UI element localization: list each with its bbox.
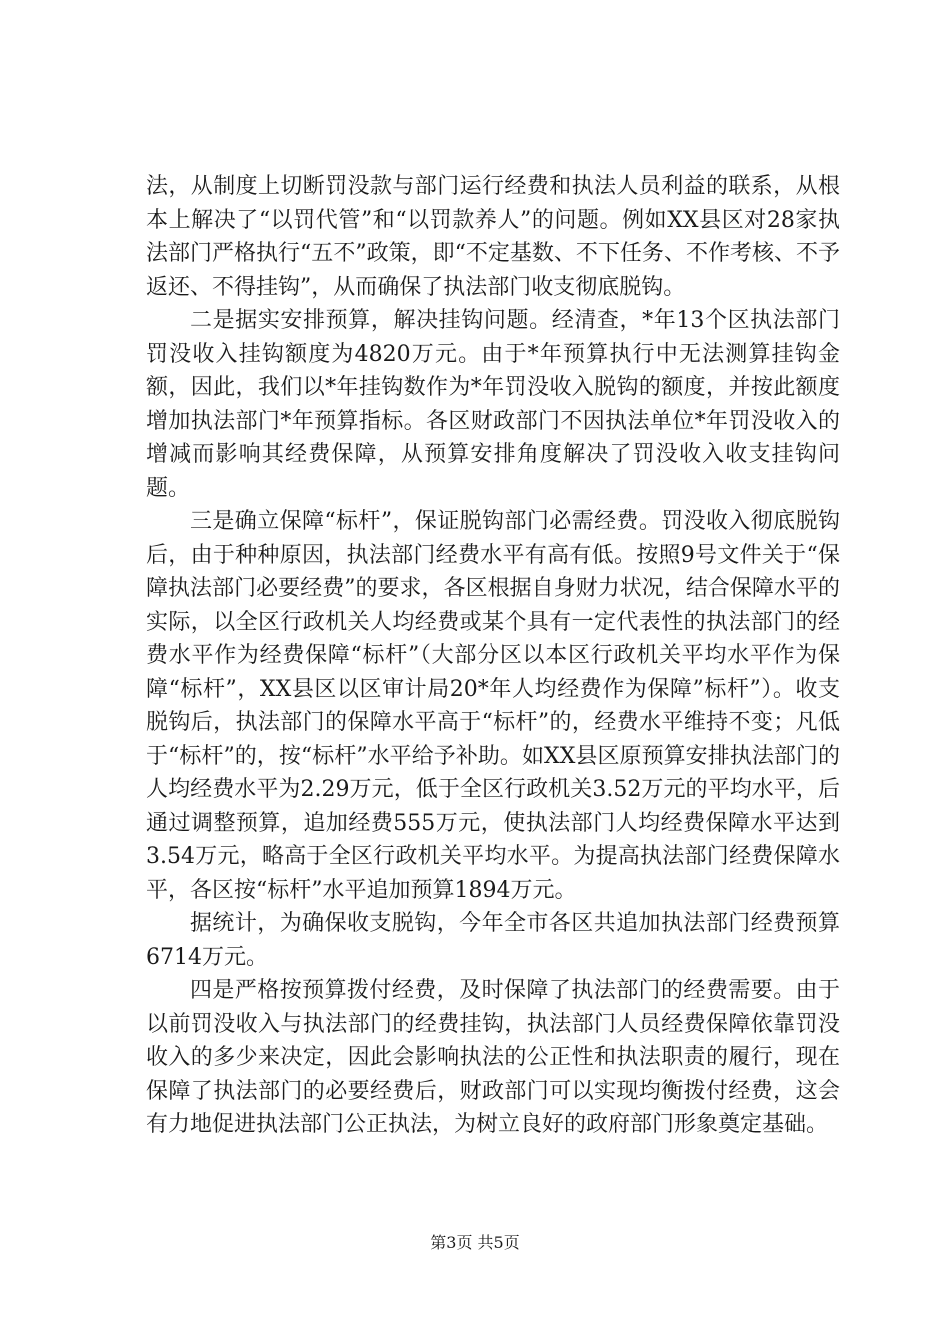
paragraph-3: 三是确立保障“标杆”，保证脱钩部门必需经费。罚没收入彻底脱钩后，由于种种原因，执法部门经费水平有高有低。按照9号文件关于“保障执法部门必要经费”的要求，各区根据自身财力状况，结合保障水平的实际，以全区行政机关人均经费或某个具有一定代表性的执法部门的经费水平作为经费保障“标杆”（大部分区以本区行政机关平均水平作为保障“标杆”，XX县区以区审计局20*年人均经费作为保障”标杆”）。收支脱钩后，执法部门的保障水平高于“标杆”的，经费水平维持不变；凡低于“标杆”的，按“标杆”水平给予补助。如XX县区原预算安排执法部门的人均经费水平为2.29万元，低于全区行政机关3.52万元的平均水平，后通过调整预算，追加经费555万元，使执法部门人均经费保障水平达到3.54万元，略高于全区行政机关平均水平。为提高执法部门经费保障水平，各区按“标杆”水平追加预算1894万元。 (146, 509, 840, 903)
paragraph-2: 二是据实安排预算，解决挂钩问题。经清查，*年13个区执法部门罚没收入挂钩额度为4820万元。由于*年预算执行中无法测算挂钩金额，因此，我们以*年挂钩数作为*年罚没收入脱钩的额度，并按此额度增加执法部门*年预算指标。各区财政部门不因执法单位*年罚没收入的增减而影响其经费保障，从预算安排角度解决了罚没收入收支挂钩问题。 (146, 308, 840, 501)
document-body (146, 170, 840, 1142)
paragraph-1: 法，从制度上切断罚没款与部门运行经费和执法人员利益的联系，从根本上解决了“以罚代管”和“以罚款养人”的问题。例如XX县区对28家执法部门严格执行“五不”政策，即“不定基数、不下任务、不作考核、不予返还、不得挂钩”，从而确保了执法部门收支彻底脱钩。 (146, 174, 840, 300)
paragraph-5: 四是严格按预算拨付经费，及时保障了执法部门的经费需要。由于以前罚没收入与执法部门的经费挂钩，执法部门人员经费保障依靠罚没收入的多少来决定，因此会影响执法的公正性和执法职责的履行，现在保障了执法部门的必要经费后，财政部门可以实现均衡拨付经费，这会有力地促进执法部门公正执法，为树立良好的政府部门形象奠定基础。 (146, 978, 840, 1137)
paragraph-4: 据统计，为确保收支脱钩，今年全市各区共追加执法部门经费预算6714万元。 (146, 911, 840, 970)
page-number-footer: 第3页 共5页 (430, 1233, 520, 1252)
